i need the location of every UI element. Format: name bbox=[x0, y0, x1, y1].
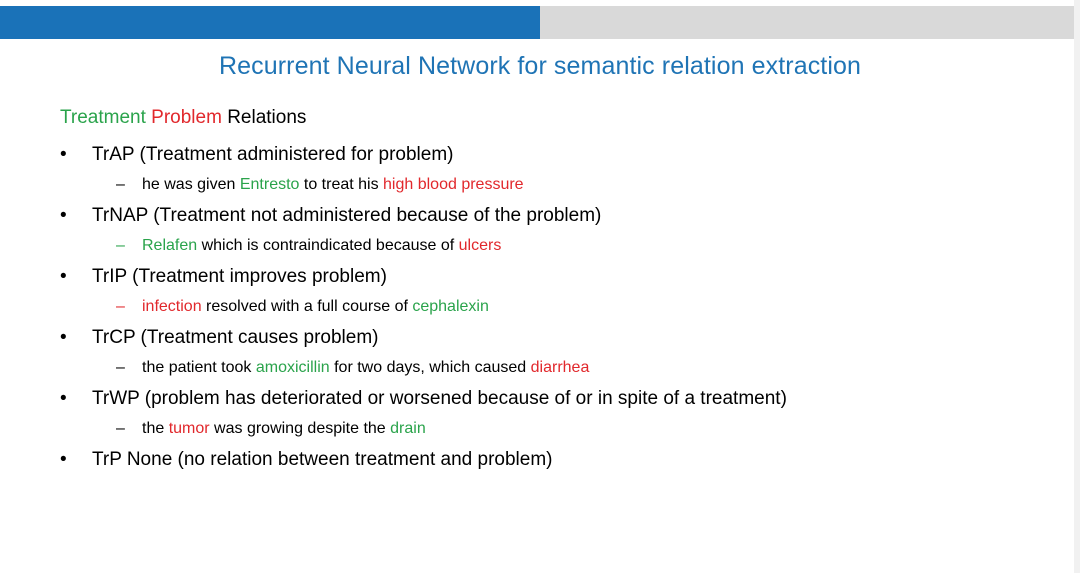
example-item bbox=[110, 353, 1050, 383]
list-item-label: TrWP (problem has deteriorated or worsened because of or in spite of a treatment) bbox=[92, 388, 787, 409]
example-text-segment: Entresto bbox=[239, 176, 300, 193]
example-text-segment: amoxicillin bbox=[255, 359, 330, 376]
example-text-segment: resolved with a full course of bbox=[201, 298, 413, 315]
example-text-segment: drain bbox=[390, 420, 426, 437]
example-group bbox=[92, 292, 1050, 322]
example-group bbox=[92, 353, 1050, 383]
example-text-segment: the patient took bbox=[142, 359, 256, 376]
example-text-segment: he was given bbox=[142, 176, 240, 193]
dash-icon: – bbox=[116, 359, 125, 376]
dash-icon: – bbox=[116, 237, 125, 254]
list-item bbox=[60, 261, 1050, 322]
bullet-icon: • bbox=[60, 327, 67, 348]
example-text-segment: was growing despite the bbox=[209, 420, 391, 437]
example-text-segment: Relafen bbox=[142, 237, 198, 254]
example-list bbox=[110, 170, 1050, 200]
list-item-label: TrIP (Treatment improves problem) bbox=[92, 266, 387, 287]
example-text-segment: cephalexin bbox=[412, 298, 489, 315]
list-item-label: TrNAP (Treatment not administered because of the problem) bbox=[92, 205, 602, 226]
bullet-icon: • bbox=[60, 266, 67, 287]
list-item bbox=[60, 444, 1050, 475]
list-item-label: TrAP (Treatment administered for problem) bbox=[92, 144, 454, 165]
example-text-segment: infection bbox=[142, 298, 202, 315]
dash-icon: – bbox=[116, 420, 125, 437]
example-list bbox=[110, 292, 1050, 322]
example-text-segment: ulcers bbox=[458, 237, 502, 254]
example-item bbox=[110, 414, 1050, 444]
list-item bbox=[60, 200, 1050, 261]
example-text-segment: for two days, which caused bbox=[329, 359, 531, 376]
example-group bbox=[92, 414, 1050, 444]
header-bar-accent bbox=[0, 6, 540, 39]
bullet-icon: • bbox=[60, 144, 67, 165]
example-text-segment: diarrhea bbox=[530, 359, 590, 376]
dash-icon: – bbox=[116, 298, 125, 315]
bullet-icon: • bbox=[60, 449, 67, 470]
example-group bbox=[92, 231, 1050, 261]
example-text-segment: the bbox=[142, 420, 169, 437]
content-heading bbox=[60, 105, 1050, 131]
relation-list bbox=[60, 139, 1050, 475]
list-item bbox=[60, 383, 1050, 444]
example-list bbox=[110, 414, 1050, 444]
list-item-label: TrCP (Treatment causes problem) bbox=[92, 327, 379, 348]
heading-problem: Problem bbox=[151, 107, 222, 128]
example-list bbox=[110, 353, 1050, 383]
heading-treatment: Treatment bbox=[60, 107, 146, 128]
bullet-icon: • bbox=[60, 388, 67, 409]
list-item bbox=[60, 322, 1050, 383]
example-text-segment: which is contraindicated because of bbox=[197, 237, 459, 254]
list-item bbox=[60, 139, 1050, 200]
list-item-label: TrP None (no relation between treatment and problem) bbox=[92, 449, 553, 470]
example-text-segment: to treat his bbox=[299, 176, 384, 193]
example-group bbox=[92, 170, 1050, 200]
example-text-segment: high blood pressure bbox=[383, 176, 524, 193]
heading-relations: Relations bbox=[227, 107, 307, 128]
example-item bbox=[110, 292, 1050, 322]
example-item bbox=[110, 231, 1050, 261]
slide-content bbox=[60, 105, 1050, 475]
dash-icon: – bbox=[116, 176, 125, 193]
scrollbar[interactable] bbox=[1074, 0, 1080, 573]
example-list bbox=[110, 231, 1050, 261]
bullet-icon: • bbox=[60, 205, 67, 226]
example-item bbox=[110, 170, 1050, 200]
example-text-segment: tumor bbox=[168, 420, 210, 437]
page-title: Recurrent Neural Network for semantic relation extraction bbox=[218, 52, 862, 80]
